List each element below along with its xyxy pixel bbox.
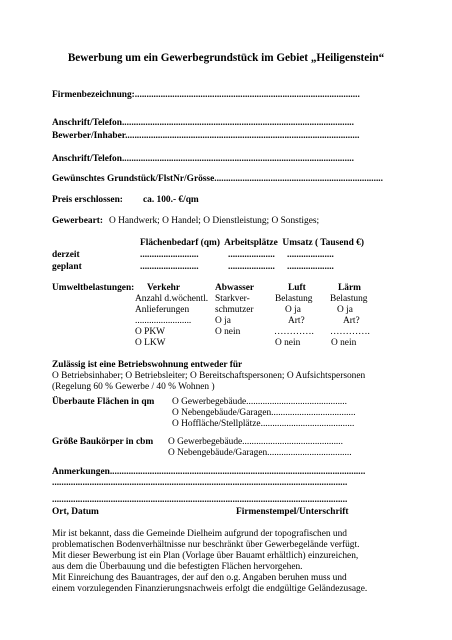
wohnung-regelung: (Regelung 60 % Gewerbe / 40 % Wohnen ): [52, 382, 215, 392]
footer-line-2: problematischen Bodenverhältnisse nur beschränkt über Gewerbegelände verfügt.: [52, 540, 360, 550]
anmerkungen-label[interactable]: Anmerkungen.............................................................................................................: [52, 467, 366, 477]
anschrift-telefon-field-2[interactable]: Anschrift/Telefon...................................................................................................: [52, 154, 354, 164]
footer-line-6: einem vorzulegenden Finanzierungsnachweis erfolgt die endgültige Geländezusage.: [52, 584, 368, 594]
footer-line-3: Mit dieser Bewerbung ist ein Plan (Vorlage über Bauamt erhältlich) einzureichen,: [52, 551, 359, 561]
wohnung-options[interactable]: O Betriebsinhaber; O Betriebsleiter; O Bereitschaftspersonen; O Aufsichtspersonen: [52, 371, 366, 381]
wohnung-label: Zulässig ist eine Betriebswohnung entweder für: [52, 360, 243, 370]
footer-line-5: Mit Einreichung des Bauantrages, der auf den o.g. Angaben beruhen muss und: [52, 573, 347, 583]
ueberbaut-neben[interactable]: O Nebengebäude/Garagen....................................: [172, 408, 356, 418]
umwelt-header-verkehr: Verkehr: [147, 283, 180, 293]
derzeit-flaeche[interactable]: .........................: [140, 250, 199, 260]
laerm-ja-option[interactable]: O ja: [337, 305, 353, 315]
umwelt-header-luft: Luft: [288, 283, 306, 293]
verkehr-pkw-option[interactable]: O PKW: [135, 327, 165, 337]
laerm-art: Art?: [343, 316, 360, 326]
firmenbezeichnung-field[interactable]: Firmenbezeichnung:................................................................................................: [52, 90, 360, 100]
gewerbeart-label: Gewerbeart:: [52, 216, 104, 226]
luft-ja-option[interactable]: O ja: [285, 305, 301, 315]
luft-art: Art?: [288, 316, 305, 326]
derzeit-umsatz[interactable]: ....................: [287, 250, 334, 260]
bewerber-inhaber-field[interactable]: Bewerber/Inhaber....................................................................................................: [52, 131, 360, 141]
anschrift-telefon-field-1[interactable]: Anschrift/Telefon...................................................................................................: [52, 118, 354, 128]
umwelt-header-laerm: Lärm: [338, 283, 361, 293]
laerm-dots[interactable]: ………….: [330, 327, 370, 337]
geplant-arbeitsplaetze[interactable]: ....................: [228, 262, 275, 272]
ueberbaut-hof[interactable]: O Hoffläche/Stellplätze........................................: [172, 419, 355, 429]
geplant-label: geplant: [52, 262, 82, 272]
ort-datum-label: Ort, Datum: [52, 507, 99, 517]
gewerbeart-options[interactable]: O Handwerk; O Handel; O Dienstleistung; O Sonstiges;: [109, 216, 320, 226]
laerm-nein-option[interactable]: O nein: [331, 338, 357, 348]
footer-line-4: aus dem die Überbauung und die befestigten Flächen hervorgehen.: [52, 562, 303, 572]
baukoerper-neben[interactable]: O Nebengebäude/Garagen....................................: [168, 448, 352, 458]
form-title: Bewerbung um ein Gewerbegrundstück im Gebiet „Heiligenstein“: [67, 52, 385, 64]
verkehr-line-2: Anlieferungen: [135, 305, 190, 315]
laerm-belastung: Belastung: [330, 294, 368, 304]
preis-value: ca. 100.- €/qm: [143, 195, 199, 205]
anmerkungen-line-2[interactable]: ..............................................................................................................................: [52, 478, 348, 488]
umwelt-header-abwasser: Abwasser: [215, 283, 255, 293]
baukoerper-gewerbe[interactable]: O Gewerbegebäude...........................................: [168, 437, 343, 447]
ueberbaut-gewerbe[interactable]: O Gewerbegebäude...........................................: [172, 397, 347, 407]
baukoerper-label: Größe Baukörper in cbm: [52, 437, 154, 447]
verkehr-lkw-option[interactable]: O LKW: [135, 338, 166, 348]
grundstueck-field[interactable]: Gewünschtes Grundstück/FlstNr/Grösse........................................................................: [52, 174, 383, 184]
luft-nein-option[interactable]: O nein: [275, 338, 301, 348]
abwasser-ja-option[interactable]: O ja: [215, 316, 231, 326]
derzeit-label: derzeit: [52, 250, 80, 260]
abwasser-line-1: Starkver-: [215, 294, 250, 304]
luft-belastung: Belastung: [275, 294, 313, 304]
bedarf-headers: Flächenbedarf (qm) Arbeitsplätze Umsatz ( Tausend €): [140, 238, 364, 248]
firmenstempel-label: Firmenstempel/Unterschrift: [236, 507, 349, 517]
footer-line-1: Mir ist bekannt, dass die Gemeinde Dielheim aufgrund der topografischen und: [52, 529, 347, 539]
luft-dots[interactable]: ………….: [274, 327, 314, 337]
geplant-umsatz[interactable]: ....................: [287, 262, 334, 272]
verkehr-dots[interactable]: ........................: [135, 316, 192, 326]
abwasser-line-2: schmutzer: [215, 305, 254, 315]
derzeit-arbeitsplaetze[interactable]: ....................: [228, 250, 275, 260]
verkehr-line-1: Anzahl d.wöchentl.: [135, 294, 209, 304]
ueberbaut-label: Überbaute Flächen in qm: [52, 397, 155, 407]
abwasser-nein-option[interactable]: O nein: [215, 327, 241, 337]
umwelt-label: Umweltbelastungen:: [52, 283, 135, 293]
geplant-flaeche[interactable]: .........................: [140, 262, 199, 272]
preis-label: Preis erschlossen:: [52, 195, 123, 205]
anmerkungen-line-3[interactable]: ..............................................................................................................................: [52, 495, 348, 505]
